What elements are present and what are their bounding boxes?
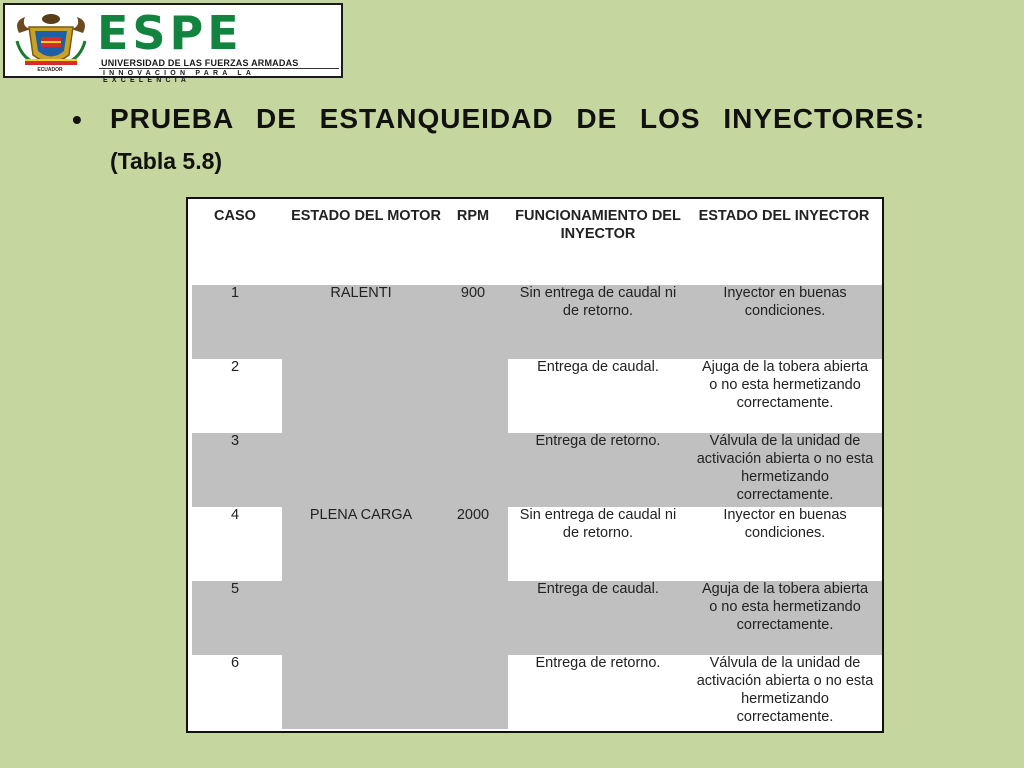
rpm-2000: 2000 [456,507,490,523]
funcionamiento-2: Entrega de caudal. [537,359,659,375]
caso-3: 3 [230,433,240,449]
espe-logo [3,3,343,84]
header-caso-label: CASO [214,208,256,224]
bullet-icon: • [72,104,82,135]
funcionamiento-5: Entrega de caudal. [537,581,659,597]
rpm-900: 900 [460,285,486,301]
funcionamiento-4: Sin entrega de caudal ni de retorno. [519,507,677,541]
funcionamiento-3: Entrega de retorno. [535,433,661,449]
logo-divider [99,68,339,69]
header-funcionamiento: FUNCIONAMIENTO DEL INYECTOR [515,208,681,242]
estado-inyector-3: Válvula de la unidad de activación abierta o no esta hermetizando correctamente. [696,433,874,503]
university-motto: INNOVACIÓN PARA LA EXCELENCIA [103,70,255,84]
crest-label: ECUADOR [37,67,63,73]
slide-subtitle: (Tabla 5.8) [110,148,223,174]
funcionamiento-1: Sin entrega de caudal ni de retorno. [519,285,677,319]
estado-inyector-5: Aguja de la tobera abierta o no esta hermetizando correctamente. [701,581,869,633]
slide-title: PRUEBA DE ESTANQUEIDAD DE LOS INYECTORES: [110,103,926,134]
motor-plena-carga: PLENA CARGA [309,507,413,523]
brand-name: ESPE [97,6,243,60]
caso-2: 2 [230,359,240,375]
funcionamiento-6: Entrega de retorno. [535,655,661,671]
caso-4: 4 [230,507,240,523]
table-content [186,197,884,733]
caso-1: 1 [230,285,240,301]
university-crest-icon [11,11,91,73]
estado-inyector-2: Ajuga de la tobera abierta o no esta hermetizando correctamente. [701,359,869,411]
caso-6: 6 [230,655,240,671]
estado-inyector-1: Inyector en buenas condiciones. [723,285,847,319]
university-name: UNIVERSIDAD DE LAS FUERZAS ARMADAS [101,58,299,68]
estado-inyector-6: Válvula de la unidad de activación abierta o no esta hermetizando correctamente. [696,655,874,725]
estado-inyector-4: Inyector en buenas condiciones. [723,507,847,541]
header-estado-inyector: ESTADO DEL INYECTOR [698,208,870,224]
header-estado-motor-label: ESTADO DEL MOTOR [291,208,441,224]
motor-ralenti: RALENTI [330,285,392,301]
caso-5: 5 [230,581,240,597]
header-rpm: RPM [456,208,490,224]
